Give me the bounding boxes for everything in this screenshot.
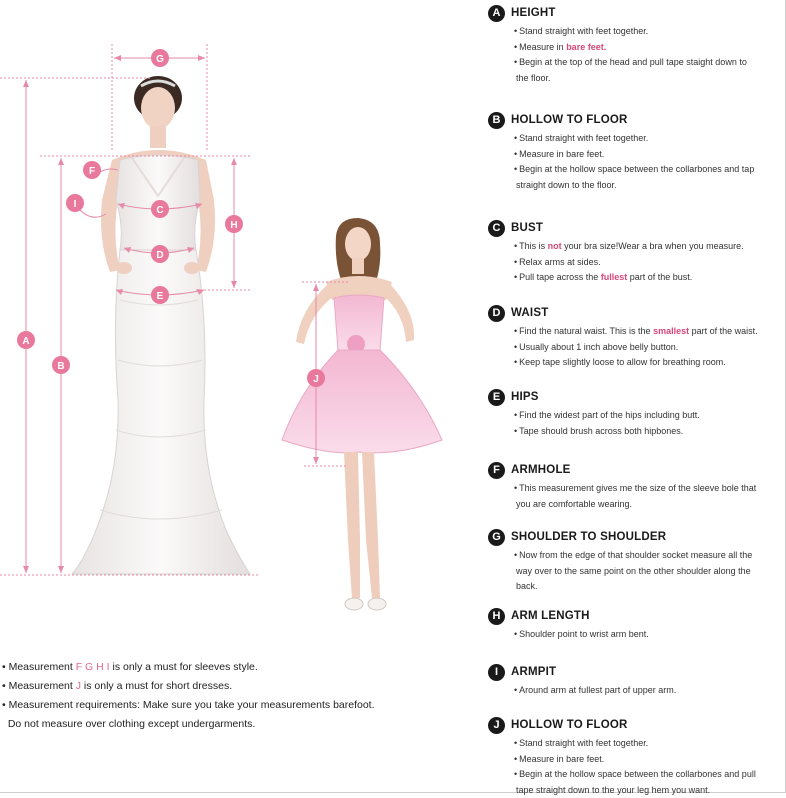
marker-j-label: J xyxy=(313,374,319,385)
marker-g-label: G xyxy=(156,54,164,65)
bullet-item: • Begin at the top of the head and pull tape staight down to the floor. xyxy=(514,57,747,83)
marker-h-label: H xyxy=(230,220,238,231)
step-letter-badge: E xyxy=(488,389,505,406)
step-letter-badge: F xyxy=(488,462,505,479)
marker-d xyxy=(151,245,169,263)
step-title: ARMHOLE xyxy=(511,464,571,476)
note-line: Do not measure over clothing except undergarments. xyxy=(2,718,256,730)
marker-i xyxy=(66,194,84,212)
bullet-item: • Around arm at fullest part of upper arm. xyxy=(514,685,677,695)
step-header xyxy=(488,219,784,237)
bullet-item: • Measure in bare feet. xyxy=(514,148,605,159)
step-f xyxy=(488,461,784,512)
marker-j xyxy=(307,369,325,387)
step-letter-badge: A xyxy=(488,5,505,22)
step-j xyxy=(488,716,784,798)
marker-i-label: I xyxy=(73,199,77,210)
step-title: SHOULDER TO SHOULDER xyxy=(511,531,667,543)
marker-e-label: E xyxy=(156,291,164,302)
step-header xyxy=(488,388,784,406)
bullet-item: • Now from the edge of that shoulder socket measure all the way over to the same point on the other shoulder along the back. xyxy=(514,550,753,591)
bullet-item: • Pull tape across the fullest part of the bust. xyxy=(514,272,693,282)
step-bullet-list xyxy=(514,239,784,286)
marker-c-label: C xyxy=(156,205,164,216)
step-i xyxy=(488,663,784,699)
note-line: • Measurement F G H I is only a must for sleeves style. xyxy=(2,661,258,673)
marker-f-label: F xyxy=(88,166,96,177)
marker-d-label: D xyxy=(156,250,164,261)
bullet-item: • Begin at the hollow space between the collarbones and pull tape straight down to the your leg hem you want. xyxy=(514,769,756,795)
marker-b xyxy=(52,356,70,374)
marker-a-label: A xyxy=(22,336,30,347)
step-bullet-list xyxy=(514,24,784,86)
bullet-item: • Find the natural waist. This is the smallest part of the waist. xyxy=(514,326,758,336)
bride-figure xyxy=(72,76,250,574)
marker-e xyxy=(151,286,169,304)
step-letter-badge: I xyxy=(488,664,505,681)
step-title: WAIST xyxy=(511,307,549,319)
step-g xyxy=(488,528,784,595)
step-letter-badge: D xyxy=(488,305,505,322)
step-header xyxy=(488,528,784,546)
step-title: HOLLOW TO FLOOR xyxy=(511,114,628,126)
step-letter-badge: B xyxy=(488,112,505,129)
bullet-item: • Stand straight with feet together. xyxy=(514,738,649,748)
step-letter-badge: J xyxy=(488,717,505,734)
bullet-item: • Usually about 1 inch above belly button. xyxy=(514,341,679,352)
step-header xyxy=(488,4,784,22)
step-bullet-list xyxy=(514,408,784,439)
measurement-illustration xyxy=(0,0,480,650)
bullet-item: • Keep tape slightly loose to allow for breathing room. xyxy=(514,357,726,367)
marker-h xyxy=(225,215,243,233)
short-dress-figure xyxy=(282,218,442,610)
step-bullet-list xyxy=(514,131,784,193)
bullet-item: • Measure in bare feet. xyxy=(514,41,607,52)
marker-a xyxy=(17,331,35,349)
step-header xyxy=(488,111,784,129)
step-title: HIPS xyxy=(511,391,539,403)
step-header xyxy=(488,663,784,681)
marker-f xyxy=(83,161,101,179)
step-header xyxy=(488,716,784,734)
step-bullet-list xyxy=(514,683,784,699)
step-bullet-list xyxy=(514,548,784,595)
step-bullet-list xyxy=(514,324,784,371)
step-h xyxy=(488,607,784,643)
marker-g xyxy=(151,49,169,67)
bullet-item: • Tape should brush across both hipbones. xyxy=(514,425,684,436)
highlight-text: J xyxy=(75,680,81,692)
bullet-item: • This measurement gives me the size of the sleeve bole that you are comfortable wearing. xyxy=(514,483,757,509)
step-header xyxy=(488,607,784,625)
step-bullet-list xyxy=(514,736,784,798)
step-b xyxy=(488,111,784,193)
bullet-item: • This is not your bra size!Wear a bra when you measure. xyxy=(514,241,744,251)
step-a xyxy=(488,4,784,86)
step-letter-badge: G xyxy=(488,529,505,546)
note-line: • Measurement J is only a must for short dresses. xyxy=(2,680,233,692)
step-letter-badge: C xyxy=(488,220,505,237)
step-d xyxy=(488,304,784,371)
step-bullet-list xyxy=(514,481,784,512)
note-line: • Measurement requirements: Make sure you take your measurements barefoot. xyxy=(2,699,375,711)
marker-b-label: B xyxy=(57,361,65,372)
bullet-item: • Stand straight with feet together. xyxy=(514,133,649,143)
highlight-text: fullest xyxy=(600,272,628,282)
step-title: HEIGHT xyxy=(511,7,556,19)
step-title: ARMPIT xyxy=(511,666,557,678)
step-header xyxy=(488,304,784,322)
highlight-text: not xyxy=(547,241,562,251)
step-c xyxy=(488,219,784,286)
highlight-text: bare feet. xyxy=(566,41,607,52)
step-bullet-list xyxy=(514,627,784,643)
bullet-item: • Shoulder point to wrist arm bent. xyxy=(514,629,649,639)
marker-c xyxy=(151,200,169,218)
highlight-text: F G H I xyxy=(75,661,110,673)
highlight-text: smallest xyxy=(653,326,690,336)
bullet-item: • Find the widest part of the hips including butt. xyxy=(514,410,700,420)
step-title: ARM LENGTH xyxy=(511,610,590,622)
bullet-item: • Begin at the hollow space between the collarbones and tap straight down to the floor. xyxy=(514,164,755,190)
measurement-notes xyxy=(2,658,472,734)
step-title: HOLLOW TO FLOOR xyxy=(511,719,628,731)
step-header xyxy=(488,461,784,479)
step-letter-badge: H xyxy=(488,608,505,625)
bullet-item: • Measure in bare feet. xyxy=(514,753,605,764)
bullet-item: • Stand straight with feet together. xyxy=(514,26,649,36)
step-title: BUST xyxy=(511,222,544,234)
figures-panel xyxy=(0,0,480,650)
bullet-item: • Relax arms at sides. xyxy=(514,256,601,267)
step-e xyxy=(488,388,784,439)
